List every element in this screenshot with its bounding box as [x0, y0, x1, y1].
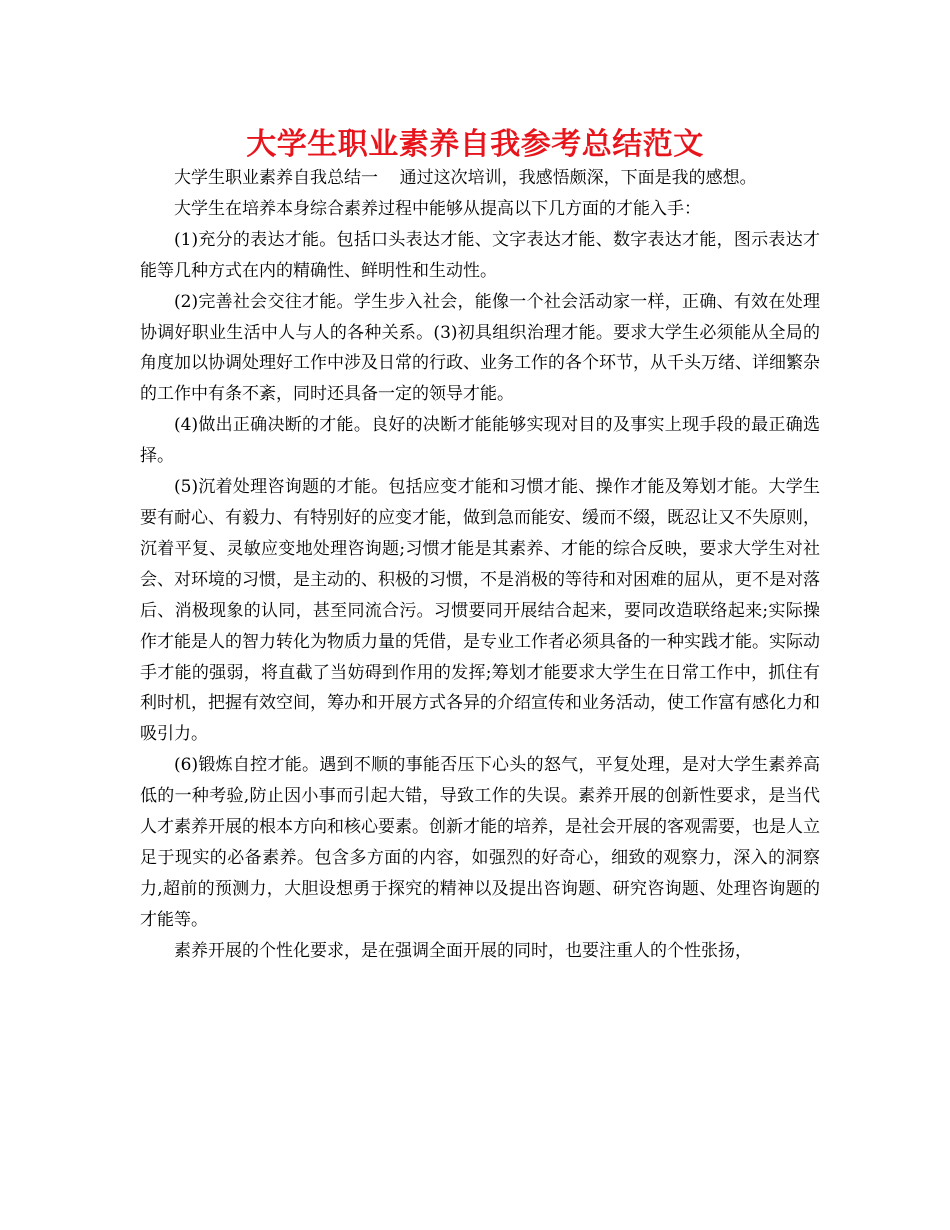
paragraph-intro: 大学生职业素养自我总结一 通过这次培训，我感悟颇深，下面是我的感想。	[174, 168, 757, 188]
paragraph-individuality: 素养开展的个性化要求，是在强调全面开展的同时，也要注重人的个性张扬，	[174, 940, 752, 961]
paragraph-item-2-3: (2)完善社会交往才能。学生步入社会，能像一个社会活动家一样，正确、有效在处理协调好职业生活中人与人的各种关系。(3)初具组织治理才能。要求大学生必须能从全局的角度加以协调处理好工作中涉及日常的行政、业务工作的各个环节，从千头万绪、详细繁杂的工作中有条不紊，同时还具备一定的领导才能。	[140, 291, 820, 405]
paragraph-item-5: (5)沉着处理咨询题的才能。包括应变才能和习惯才能、操作才能及筹划才能。大学生要有耐心、有毅力、有特别好的应变才能，做到急而能安、缓而不缀，既忍让又不失原则，沉着平复、灵敏应变地处理咨询题;习惯才能是其素养、才能的综合反映，要求大学生对社会、对环境的习惯，是主动的、积极的习惯，不是消极的等待和对困难的屈从，更不是对落后、消极现象的认同，甚至同流合污。习惯要同开展结合起来，要同改造联络起来;实际操作才能是人的智力转化为物质力量的凭借，是专业工作者必须具备的一种实践才能。实际动手才能的强弱，将直截了当妨碍到作用的发挥;筹划才能要求大学生在日常工作中，抓住有利时机，把握有效空间，筹办和开展方式各异的介绍宣传和业务活动，使工作富有感化力和吸引力。	[140, 477, 820, 745]
paragraph-item-1: (1)充分的表达才能。包括口头表达才能、文字表达才能、数字表达才能，图示表达才能等几种方式在内的精确性、鲜明性和生动性。	[140, 229, 820, 281]
document-title: 大学生职业素养自我参考总结范文	[246, 127, 704, 162]
paragraph-item-4: (4)做出正确决断的才能。良好的决断才能能够实现对目的及事实上现手段的最正确选择。	[140, 415, 820, 467]
document-body	[140, 163, 820, 967]
paragraph-item-6: (6)锻炼自控才能。遇到不顺的事能否压下心头的怒气，平复处理，是对大学生素养高低的一种考验,防止因小事而引起大错，导致工作的失误。素养开展的创新性要求，是当代人才素养开展的根本方向和核心要素。创新才能的培养，是社会开展的客观需要，也是人立足于现实的必备素养。包含多方面的内容，如强烈的好奇心，细致的观察力，深入的洞察力,超前的预测力，大胆设想勇于探究的精神以及提出咨询题、研究咨询题、处理咨询题的才能等。	[140, 755, 820, 930]
paragraph-overview: 大学生在培养本身综合素养过程中能够从提高以下几方面的才能入手：	[174, 198, 701, 219]
